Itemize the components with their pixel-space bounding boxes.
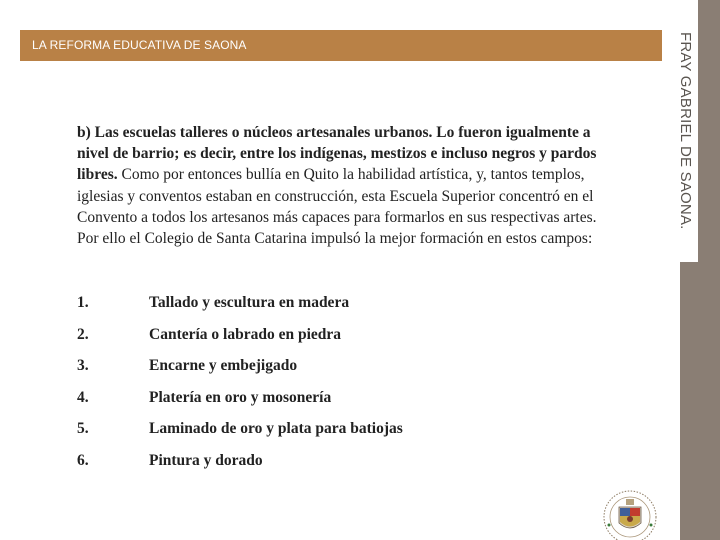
list-number: 6.	[77, 451, 89, 469]
list-label: Platería en oro y mosonería	[149, 388, 332, 406]
list-item	[77, 324, 403, 356]
side-title: FRAY GABRIEL DE SAONA.	[677, 32, 694, 230]
list-label: Encarne y embejigado	[149, 357, 298, 374]
body-paragraph	[77, 122, 617, 249]
list-item	[77, 355, 403, 387]
intro-rest-text: Como por entonces bullía en Quito la habilidad artística, y, tantos templos, iglesias y conventos estaban en construcción, esta Escuela Superior concentró en el Convento a todos los artesanos más capaces para formarlos en sus respectivas artes. Por ello el Colegio de Santa Catarina impulsó la mejor formación en estos campos:	[77, 166, 597, 248]
list-item	[77, 387, 403, 419]
list-number: 3.	[77, 357, 89, 374]
list-item	[77, 292, 403, 324]
institutional-seal-icon	[597, 487, 663, 540]
list-item	[77, 418, 403, 450]
header-title: LA REFORMA EDUCATIVA DE SAONA	[32, 38, 247, 52]
list-number: 1.	[77, 294, 89, 311]
list-number: 2.	[77, 325, 89, 343]
crafts-list	[77, 292, 403, 481]
intro-bold-text: b) Las escuelas talleres o núcleos artesanales urbanos. Lo fueron igualmente a nivel de barrio; es decir, entre los indígenas, mestizos e incluso negros y pardos libres.	[77, 124, 597, 184]
list-label: Laminado de oro y plata para batiojas	[149, 420, 403, 437]
list-number: 4.	[77, 388, 89, 406]
list-number: 5.	[77, 420, 89, 437]
list-label: Pintura y dorado	[149, 451, 263, 469]
list-label: Cantería o labrado en piedra	[149, 325, 342, 343]
list-label: Tallado y escultura en madera	[149, 294, 350, 311]
list-item	[77, 450, 403, 482]
header-bar	[20, 30, 662, 61]
